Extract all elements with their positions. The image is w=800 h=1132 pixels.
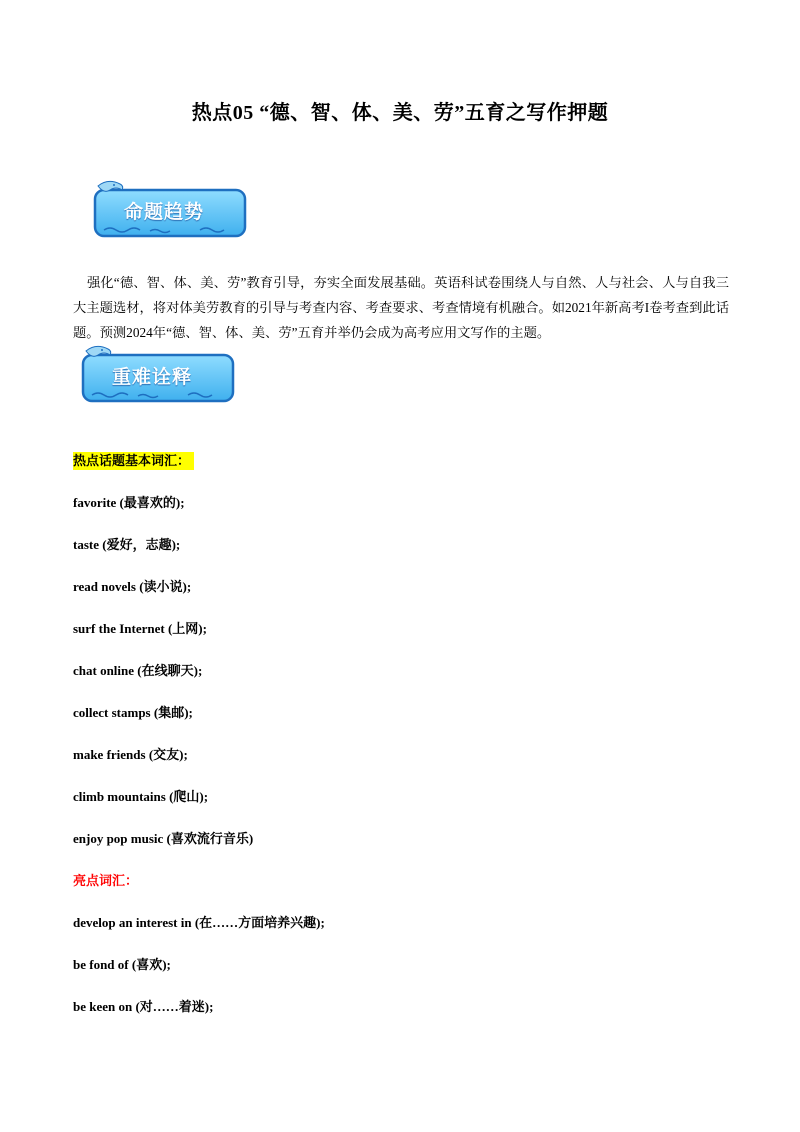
vocab-list: [73, 452, 713, 1040]
vocab-item: taste (爱好，志趣);: [73, 537, 181, 552]
page-title: 热点05 “德、智、体、美、劳”五育之写作押题: [191, 102, 609, 124]
vocab-item: enjoy pop music (喜欢流行音乐): [73, 831, 254, 846]
trend-banner: [90, 180, 250, 240]
highlight-vocab-heading: 亮点词汇：: [73, 873, 139, 888]
intro-paragraph: 强化“德、智、体、美、劳”教育引导，夯实全面发展基础。英语科试卷围绕人与自然、人与社会、人与自我三大主题选材，将对体美劳教育的引导与考查内容、考查要求、考查情境有机融合。如2021年新高考I卷考查到此话题。预测2024年“德、智、体、美、劳”五育并举仍会成为高考应用文写作的主题。: [73, 275, 729, 340]
trend-banner-label: 命题趋势: [124, 201, 205, 223]
vocab-item: make friends (交友);: [73, 747, 188, 762]
highlight-vocab-item: be fond of (喜欢);: [73, 957, 171, 972]
basic-vocab-heading-text: 热点话题基本词汇：: [73, 452, 194, 470]
vocab-item: climb mountains (爬山);: [73, 789, 209, 804]
key-points-banner-label: 重难诠释: [112, 366, 193, 388]
vocab-item: chat online (在线聊天);: [73, 663, 203, 678]
basic-vocab-heading: [73, 452, 713, 494]
vocab-item: favorite (最喜欢的);: [73, 495, 185, 510]
highlight-vocab-item: develop an interest in (在……方面培养兴趣);: [73, 915, 325, 930]
vocab-item: read novels (读小说);: [73, 579, 192, 594]
highlight-vocab-item: be keen on (对……着迷);: [73, 999, 214, 1014]
key-points-banner: [78, 345, 238, 405]
vocab-item: collect stamps (集邮);: [73, 705, 193, 720]
vocab-item: surf the Internet (上网);: [73, 621, 207, 636]
